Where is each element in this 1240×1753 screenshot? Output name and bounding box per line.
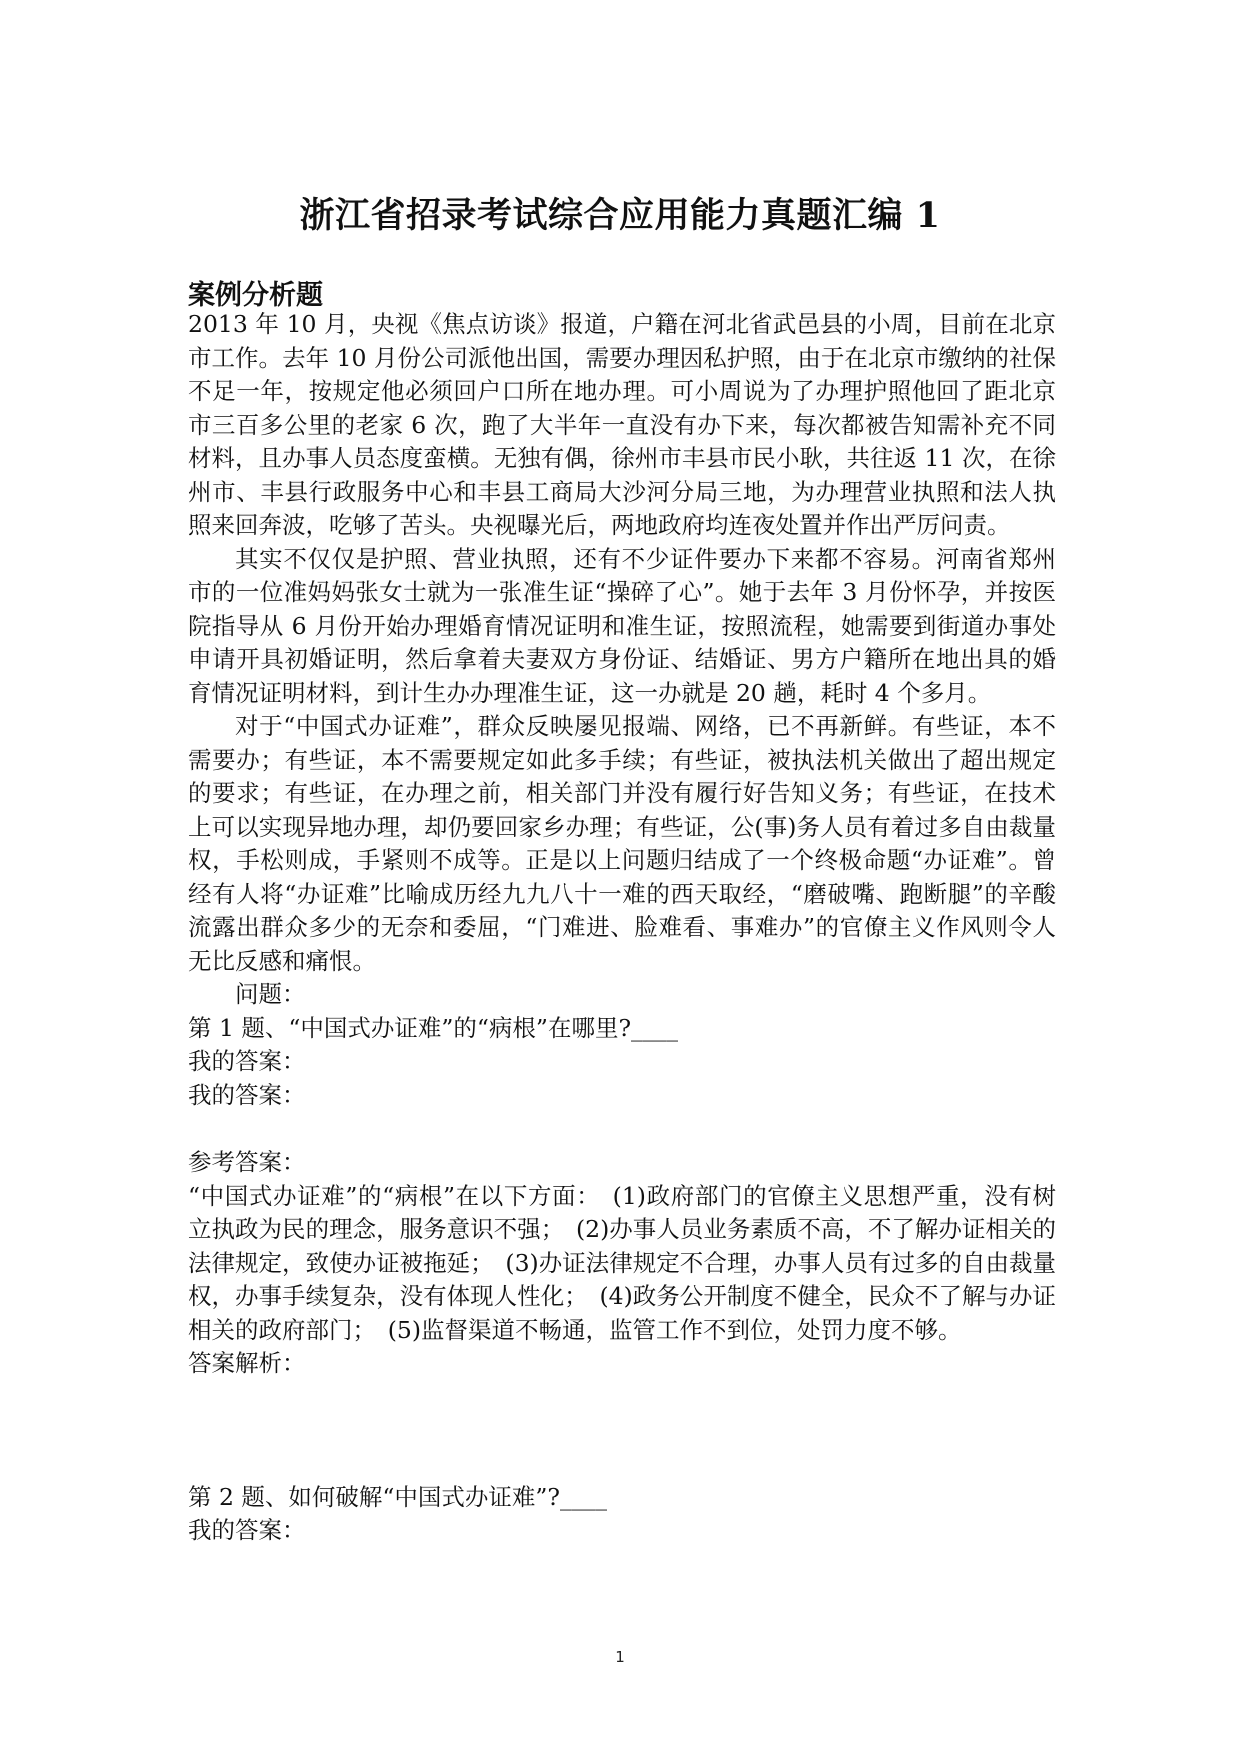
spacer — [188, 1112, 1056, 1146]
case-paragraph-2: 其实不仅仅是护照、营业执照，还有不少证件要办下来都不容易。河南省郑州市的一位准妈妈张女士就为一张准生证“操碎了心”。她于去年 3 月份怀孕，并按医院指导从 6 月份开始办理婚育情况证明和准生证，按照流程，她需要到街道办事处申请开具初婚证明，然后拿着夫妻双方身份证、结婚证、男方户籍所在地出具的婚育情况证明材料，到计生办办理准生证，这一办就是 20 趟，耗时 4 个多月。 — [188, 544, 1056, 707]
question-1: 第 1 题、“中国式办证难”的“病根”在哪里?____ — [188, 1013, 679, 1042]
my-answer-label-2: 我的答案： — [188, 1080, 306, 1109]
document-body — [188, 308, 1056, 1548]
case-paragraph-3: 对于“中国式办证难”，群众反映屡见报端、网络，已不再新鲜。有些证，本不需要办；有些证，本不需要规定如此多手续；有些证，被执法机关做出了超出规定的要求；有些证，在办理之前，相关部门并没有履行好告知义务；有些证，在技术上可以实现异地办理，却仍要回家乡办理；有些证，公(事)务人员有着过多自由裁量权，手松则成，手紧则不成等。正是以上问题归结成了一个终极命题“办证难”。曾经有人将“办证难”比喻成历经九九八十一难的西天取经，“磨破嘴、跑断腿”的辛酸流露出群众多少的无奈和委屈，“门难进、脸难看、事难办”的官僚主义作风则令人无比反感和痛恨。 — [188, 712, 1056, 975]
reference-answer-label: 参考答案： — [188, 1148, 306, 1176]
answer-analysis-label: 答案解析： — [188, 1349, 306, 1377]
reference-answer-text: “中国式办证难”的“病根”在以下方面： (1)政府部门的官僚主义思想严重，没有树立执政为民的理念，服务意识不强； (2)办事人员业务素质不高，不了解办证相关的法律规定，致使办证被拖延； (3)办证法律规定不合理，办事人员有过多的自由裁量权，办事手续复杂，没有体现人性化； (4)政务公开制度不健全，民众不了解与办证相关的政府部门； (5)监督渠道不畅通，监管工作不到位，处罚力度不够。 — [188, 1181, 1056, 1344]
section-heading: 案例分析题 — [188, 280, 323, 311]
case-paragraph-1: 2013 年 10 月，央视《焦点访谈》报道，户籍在河北省武邑县的小周，目前在北京市工作。去年 10 月份公司派他出国，需要办理因私护照，由于在北京市缴纳的社保不足一年，按规定他必须回户口所在地办理。可小周说为了办理护照他回了距北京市三百多公里的老家 6 次，跑了大半年一直没有办下来，每次都被告知需补充不同材料，且办事人员态度蛮横。无独有偶，徐州市丰县市民小耿，共往返 11 次，在徐州市、丰县行政服务中心和丰县工商局大沙河分局三地，为办理营业执照和法人执照来回奔波，吃够了苦头。央视曝光后，两地政府均连夜处置并作出严厉问责。 — [188, 310, 1056, 539]
document-title: 浙江省招录考试综合应用能力真题汇编 1 — [299, 195, 941, 236]
page-number: 1 — [615, 1648, 625, 1666]
spacer — [188, 1381, 1056, 1481]
question-label: 问题： — [235, 980, 306, 1008]
my-answer-label-1: 我的答案： — [188, 1047, 306, 1075]
question-2: 第 2 题、如何破解“中国式办证难”?____ — [188, 1482, 608, 1511]
my-answer-label-3: 我的答案： — [188, 1516, 306, 1544]
